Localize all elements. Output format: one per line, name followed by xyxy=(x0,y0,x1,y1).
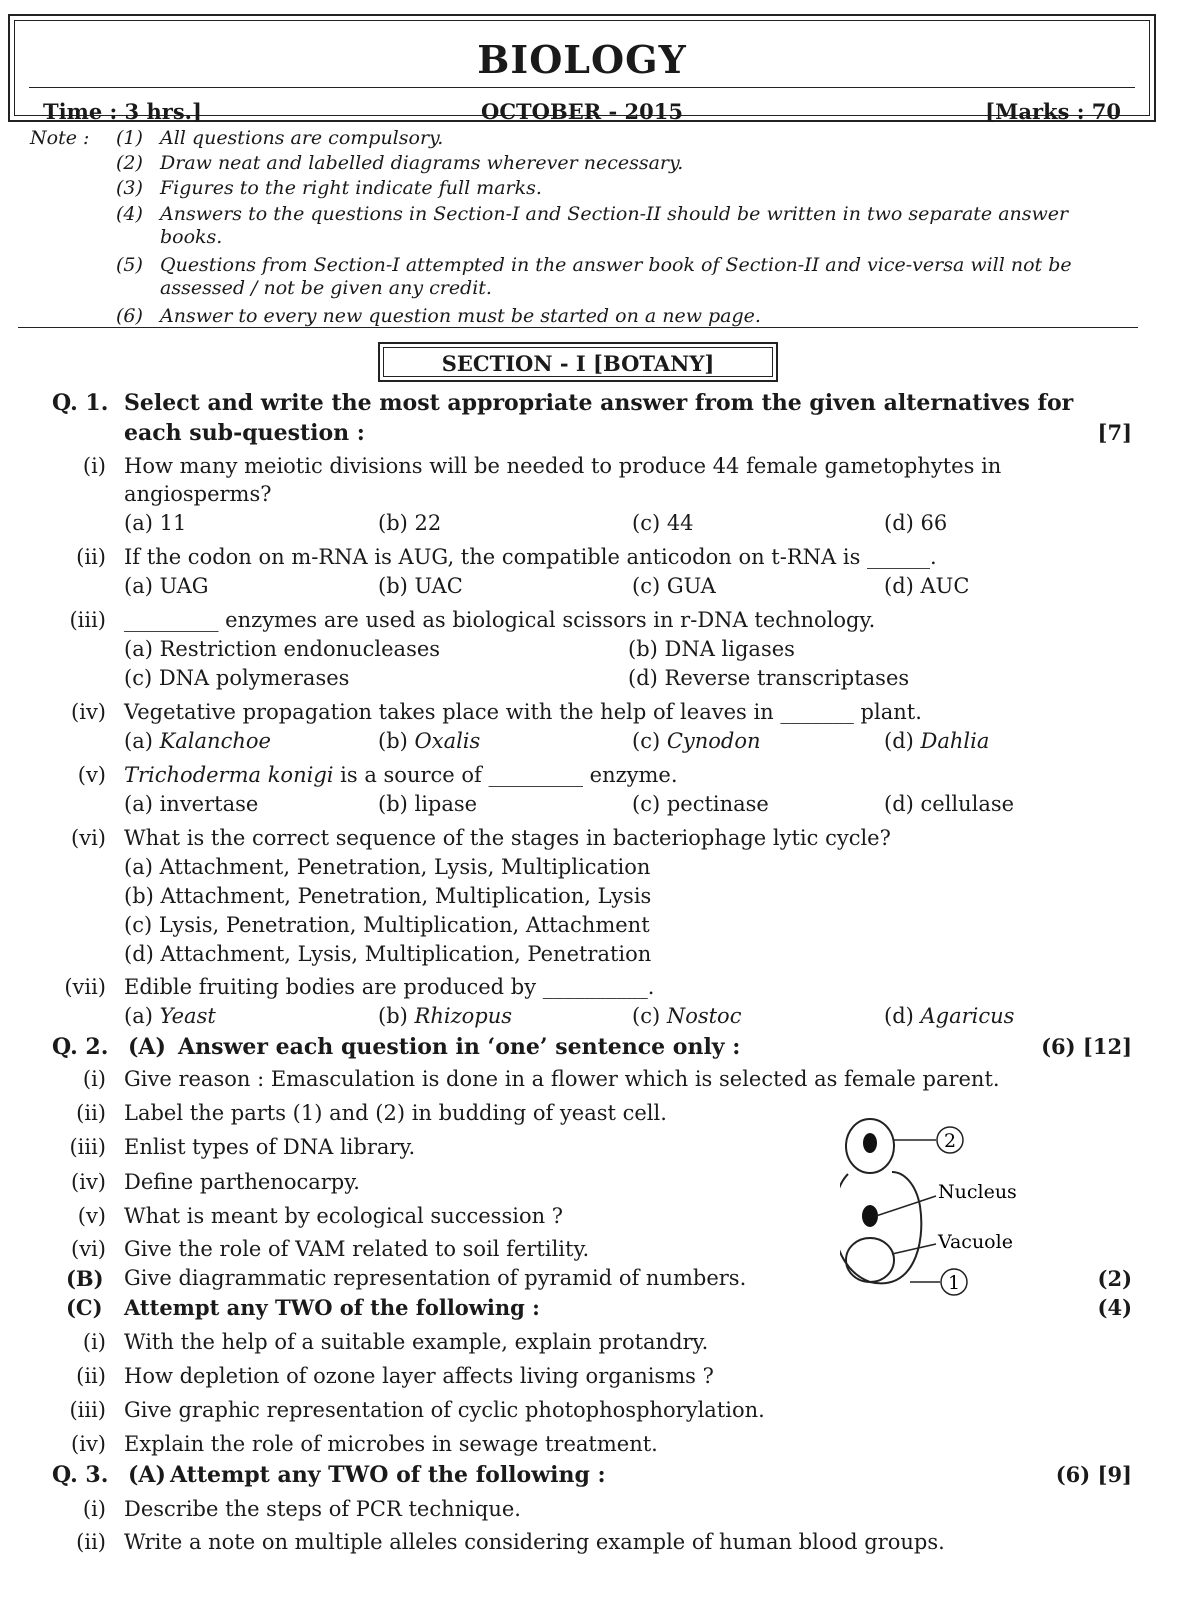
part-label: (C) xyxy=(66,1295,103,1320)
option: (b) UAC xyxy=(378,574,463,598)
note-text: Draw neat and labelled diagrams wherever necessary. xyxy=(160,152,684,174)
note-num: (2) xyxy=(116,152,143,174)
subq-text: Give reason : Emasculation is done in a flower which is selected as female parent. xyxy=(124,1067,1000,1091)
vacuole-shape xyxy=(846,1238,894,1282)
note-text: Answers to the questions in Section-I and Section-II should be written in two separate answer xyxy=(160,203,1069,225)
nucleus-pointer xyxy=(876,1196,936,1216)
option: (c) Cynodon xyxy=(632,729,761,753)
note-num: (6) xyxy=(116,305,143,327)
option: (d) Dahlia xyxy=(884,729,990,753)
subq-text: Enlist types of DNA library. xyxy=(124,1135,416,1159)
parent-cell xyxy=(840,1172,921,1283)
subq-roman: (vi) xyxy=(71,826,106,850)
subq-roman: (v) xyxy=(77,1204,106,1228)
vacuole-label: Vacuole xyxy=(938,1231,1013,1253)
option: (d) Reverse transcriptases xyxy=(628,666,910,690)
note-text-cont: books. xyxy=(160,226,223,248)
option: (d) Agaricus xyxy=(884,1004,1015,1028)
note-num: (4) xyxy=(116,203,143,225)
subq-text: Give the role of VAM related to soil fertility. xyxy=(124,1237,590,1261)
subq-roman: (i) xyxy=(82,1497,106,1521)
subq-roman: (iii) xyxy=(69,1398,106,1422)
subq-roman: (iii) xyxy=(69,608,106,632)
question-text-line: Select and write the most appropriate answer from the given alternatives for xyxy=(124,390,1074,416)
part-text: Attempt any TWO of the following : xyxy=(124,1295,540,1320)
subq-text: How depletion of ozone layer affects living organisms ? xyxy=(124,1364,714,1388)
subq-text: Edible fruiting bodies are produced by __________. xyxy=(124,975,655,999)
subq-text: If the codon on m-RNA is AUG, the compatible anticodon on t-RNA is ______. xyxy=(124,545,937,569)
option: (c) Lysis, Penetration, Multiplication, Attachment xyxy=(124,913,650,937)
part-marks: (6) [9] xyxy=(1055,1462,1132,1487)
option: (c) GUA xyxy=(632,574,716,598)
option: (d) AUC xyxy=(884,574,970,598)
subq-roman: (i) xyxy=(82,454,106,478)
subq-roman: (ii) xyxy=(76,545,106,569)
note-text: Answer to every new question must be started on a new page. xyxy=(160,305,761,327)
subq-text: Vegetative propagation takes place with the help of leaves in _______ plant. xyxy=(124,700,922,724)
subq-roman: (ii) xyxy=(76,1101,106,1125)
vacuole-pointer xyxy=(892,1244,936,1254)
option: (d) Attachment, Lysis, Multiplication, Penetration xyxy=(124,942,652,966)
note-num: (3) xyxy=(116,177,143,199)
subq-roman: (vii) xyxy=(64,975,106,999)
header-box xyxy=(8,14,1156,122)
part-text: Give diagrammatic representation of pyramid of numbers. xyxy=(124,1266,747,1290)
part-text: Answer each question in ‘one’ sentence only : xyxy=(178,1034,741,1060)
part-label: (A) xyxy=(128,1462,166,1488)
bud-nucleus xyxy=(863,1133,877,1153)
header-divider xyxy=(29,87,1135,88)
section-title-box xyxy=(378,342,778,382)
label-2-text: 2 xyxy=(943,1130,957,1152)
exam-date: OCTOBER - 2015 xyxy=(481,99,683,124)
option: (b) 22 xyxy=(378,511,442,535)
subq-roman: (i) xyxy=(82,1067,106,1091)
subq-text: Label the parts (1) and (2) in budding of yeast cell. xyxy=(124,1101,667,1125)
part-marks: (4) xyxy=(1097,1295,1132,1320)
subq-text: With the help of a suitable example, explain protandry. xyxy=(124,1330,709,1354)
option: (a) UAG xyxy=(124,574,209,598)
subq-roman: (ii) xyxy=(76,1530,106,1554)
note-text: All questions are compulsory. xyxy=(160,127,444,149)
subq-text-cont: angiosperms? xyxy=(124,482,272,506)
question-marks: [7] xyxy=(1097,420,1132,445)
option: (d) 66 xyxy=(884,511,948,535)
part-marks: (6) [12] xyxy=(1041,1034,1132,1059)
option: (c) DNA polymerases xyxy=(124,666,350,690)
part-marks: (2) xyxy=(1097,1266,1132,1291)
subq-text: Describe the steps of PCR technique. xyxy=(124,1497,521,1521)
option: (b) Attachment, Penetration, Multiplication, Lysis xyxy=(124,884,652,908)
subq-text: What is meant by ecological succession ? xyxy=(124,1204,564,1228)
question-number: Q. 3. xyxy=(52,1462,109,1488)
marks-label: [Marks : 70 xyxy=(985,99,1121,124)
note-label: Note : xyxy=(30,127,90,149)
subq-roman: (ii) xyxy=(76,1364,106,1388)
option: (a) invertase xyxy=(124,792,259,816)
subq-text: Give graphic representation of cyclic photophosphorylation. xyxy=(124,1398,765,1422)
option: (b) Rhizopus xyxy=(378,1004,513,1028)
part-label: (A) xyxy=(128,1034,166,1060)
subq-text: How many meiotic divisions will be needed to produce 44 female gametophytes in xyxy=(124,454,1002,478)
subq-roman: (i) xyxy=(82,1330,106,1354)
label-1-text: 1 xyxy=(947,1272,961,1294)
option: (c) Nostoc xyxy=(632,1004,742,1028)
question-text xyxy=(124,388,1134,448)
option: (c) pectinase xyxy=(632,792,769,816)
nucleus-shape xyxy=(862,1205,878,1227)
part-label: (B) xyxy=(66,1266,104,1291)
subq-roman: (iv) xyxy=(71,1432,106,1456)
option: (c) 44 xyxy=(632,511,694,535)
question-number: Q. 2. xyxy=(52,1034,109,1060)
subq-text: Write a note on multiple alleles considering example of human blood groups. xyxy=(124,1530,945,1554)
note-text: Figures to the right indicate full marks. xyxy=(160,177,542,199)
exam-title: BIOLOGY xyxy=(477,37,687,82)
yeast-budding-diagram xyxy=(840,1116,1040,1306)
time-label: Time : 3 hrs.] xyxy=(43,99,202,124)
note-text: Questions from Section-I attempted in the answer book of Section-II and vice-versa will not be xyxy=(160,254,1072,276)
question-number: Q. 1. xyxy=(52,390,109,416)
subq-text: _________ enzymes are used as biological scissors in r-DNA technology. xyxy=(124,608,876,632)
option: (a) Kalanchoe xyxy=(124,729,271,753)
option: (b) Oxalis xyxy=(378,729,481,753)
subq-text: Trichoderma konigi is a source of _________ enzyme. xyxy=(124,763,678,787)
section-title: SECTION - I [BOTANY] xyxy=(383,347,773,377)
option: (b) lipase xyxy=(378,792,478,816)
option: (d) cellulase xyxy=(884,792,1015,816)
option: (a) Restriction endonucleases xyxy=(124,637,441,661)
subq-text: What is the correct sequence of the stages in bacteriophage lytic cycle? xyxy=(124,826,891,850)
subq-roman: (iv) xyxy=(71,700,106,724)
nucleus-label: Nucleus xyxy=(938,1181,1017,1203)
option: (a) 11 xyxy=(124,511,187,535)
subq-roman: (iv) xyxy=(71,1170,106,1194)
header-inner-border xyxy=(14,20,1150,124)
option: (a) Yeast xyxy=(124,1004,216,1028)
option: (b) DNA ligases xyxy=(628,637,795,661)
subq-text: Explain the role of microbes in sewage treatment. xyxy=(124,1432,658,1456)
note-text-cont: assessed / not be given any credit. xyxy=(160,277,492,299)
subq-roman: (iii) xyxy=(69,1135,106,1159)
part-text: Attempt any TWO of the following : xyxy=(170,1462,606,1488)
subq-roman: (vi) xyxy=(71,1237,106,1261)
question-text-line: each sub-question : xyxy=(124,420,365,446)
subq-text: Define parthenocarpy. xyxy=(124,1170,360,1194)
subq-roman: (v) xyxy=(77,763,106,787)
note-num: (1) xyxy=(116,127,143,149)
note-num: (5) xyxy=(116,254,143,276)
option: (a) Attachment, Penetration, Lysis, Multiplication xyxy=(124,855,651,879)
